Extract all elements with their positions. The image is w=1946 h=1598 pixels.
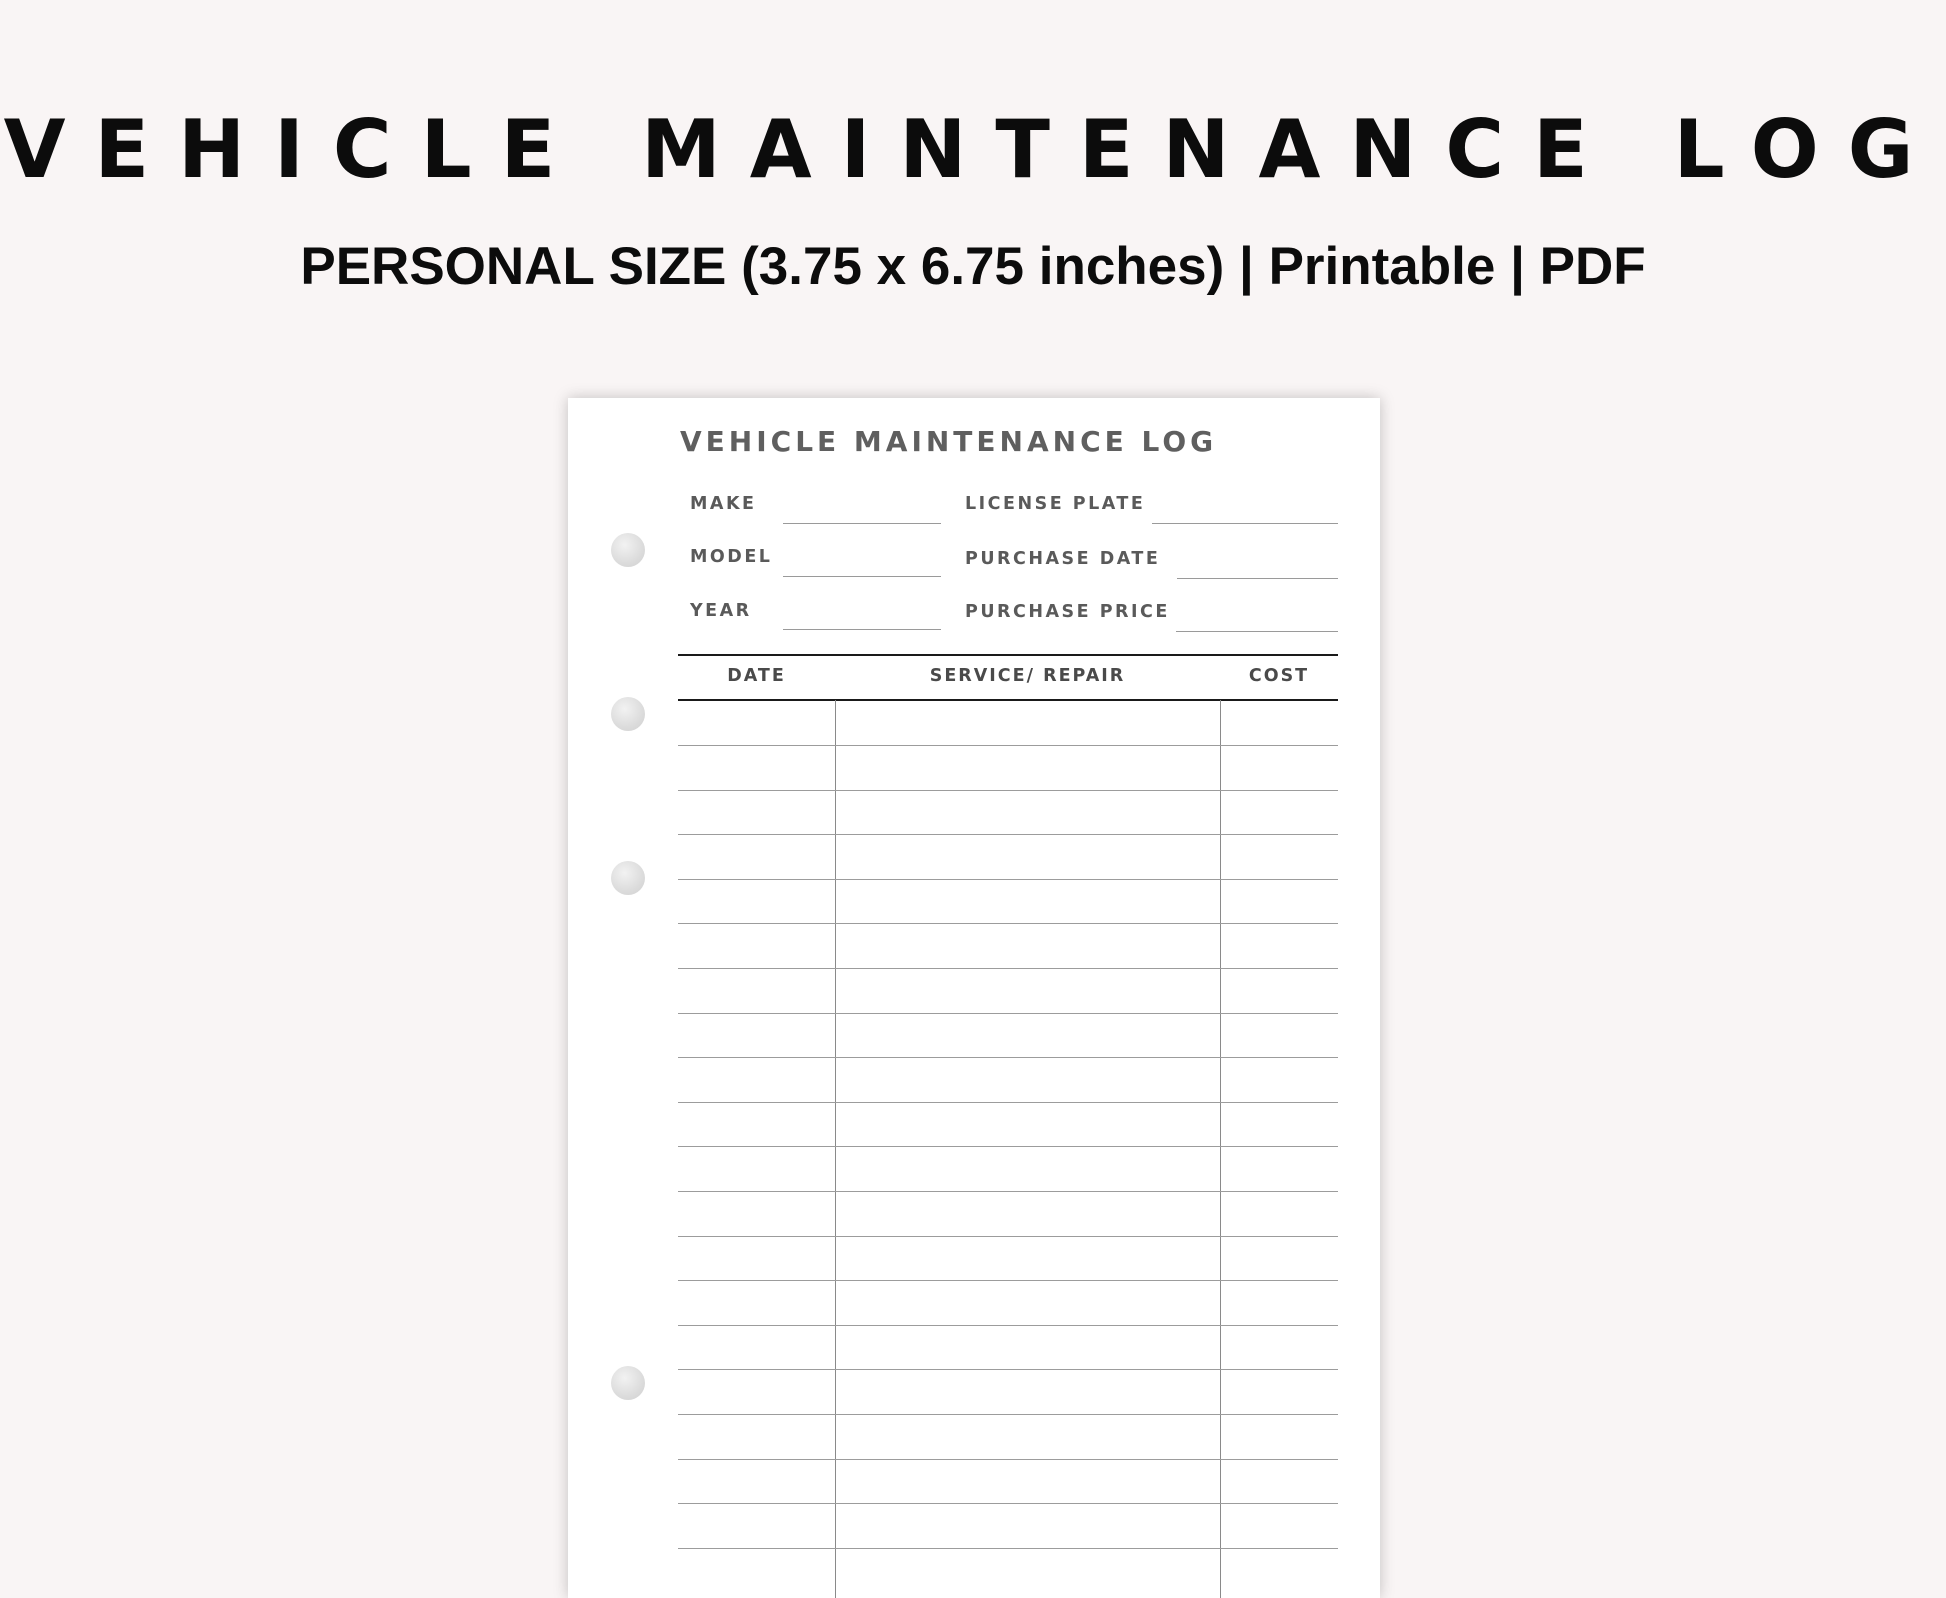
banner-subtitle: PERSONAL SIZE (3.75 x 6.75 inches) | Printable | PDF [300,237,1646,296]
column-header-cost: COST [1248,666,1310,686]
table-row-line [678,923,1338,924]
banner-title: VEHICLE MAINTENANCE LOG [3,103,1943,196]
planner-sheet [568,398,1380,1598]
field-label-purchase-price: PURCHASE PRICE [965,602,1170,622]
table-row-line [678,1459,1338,1460]
column-header-date: DATE [727,666,786,686]
table-row-line [678,1191,1338,1192]
table-row-line [678,745,1338,746]
column-header-service-repair: SERVICE/ REPAIR [929,666,1126,686]
table-row-line [678,834,1338,835]
table-row-line [678,968,1338,969]
field-label-year: YEAR [690,601,752,621]
table-row-line [678,790,1338,791]
field-label-make: MAKE [690,494,757,514]
table-row-line [678,1325,1338,1326]
table-row-line [678,879,1338,880]
field-label-license-plate: LICENSE PLATE [965,494,1146,514]
log-table [568,398,1380,1598]
field-label-purchase-date: PURCHASE DATE [965,549,1161,569]
field-label-model: MODEL [690,547,773,567]
table-row-line [678,1057,1338,1058]
table-row-line [678,1280,1338,1281]
table-row-line [678,1414,1338,1415]
table-row-line [678,1013,1338,1014]
table-row-line [678,1236,1338,1237]
table-row-line [678,1146,1338,1147]
table-row-line [678,1503,1338,1504]
table-row-line [678,1102,1338,1103]
table-row-line [678,1548,1338,1549]
table-row-line [678,1369,1338,1370]
sheet-title: VEHICLE MAINTENANCE LOG [680,425,1218,458]
